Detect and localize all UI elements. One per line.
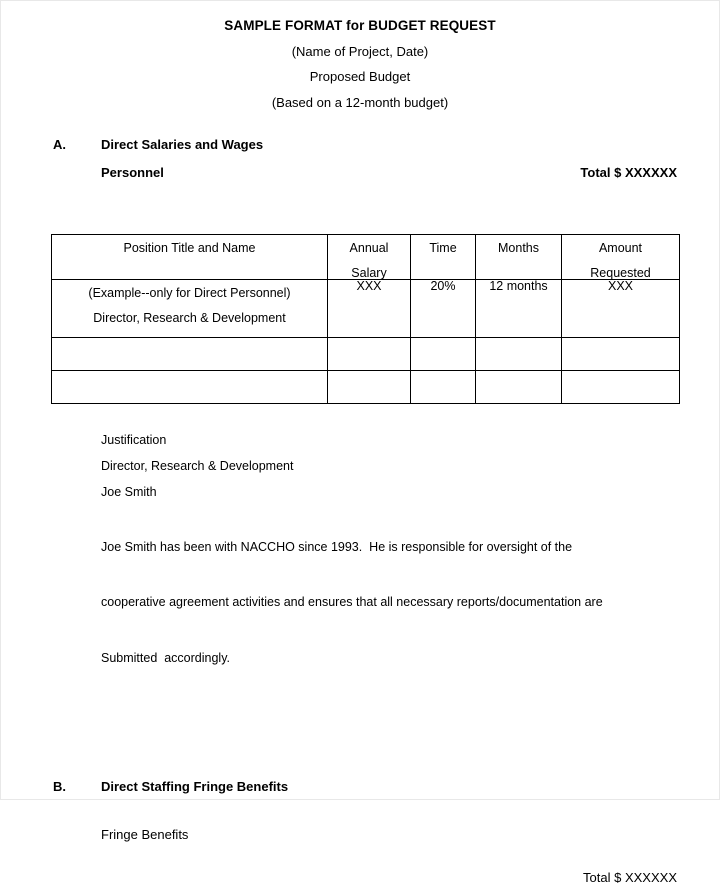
cell-months-value: 12 months — [489, 279, 548, 294]
section-a-heading — [1, 137, 719, 152]
header-amount-line1: Amount — [598, 241, 643, 256]
header-annual-line2: Salary — [351, 265, 387, 280]
cell-amount-requested[interactable] — [562, 280, 680, 338]
table-header-row — [52, 235, 680, 280]
page-title: SAMPLE FORMAT for BUDGET REQUEST — [224, 18, 496, 33]
header-position-line2 — [52, 255, 327, 267]
budget-table — [51, 234, 680, 404]
section-a — [1, 137, 719, 706]
cell-amount-requested-value: XXX — [607, 279, 633, 294]
table-header-cell-time — [411, 235, 476, 280]
section-b-total: Total $ XXXXXX — [583, 869, 677, 885]
section-a-letter: A. — [53, 137, 66, 153]
header-months-line1: Months — [498, 241, 539, 256]
table-row — [52, 338, 680, 371]
justification-block — [1, 433, 719, 706]
cell-time-value: 20% — [430, 279, 456, 294]
section-b — [1, 779, 719, 885]
cell-annual-salary-value: XXX — [356, 279, 382, 294]
header-amount-line2: Requested — [590, 265, 651, 280]
table-header-cell-position — [52, 235, 328, 280]
table-row — [52, 280, 680, 338]
cell-amount-requested-empty[interactable] — [562, 338, 680, 371]
header-position-line1: Position Title and Name — [123, 241, 256, 256]
budget-table-wrapper — [1, 234, 719, 404]
cell-position-empty[interactable] — [52, 338, 328, 371]
subtitle-budget-basis: (Based on a 12-month budget) — [271, 95, 449, 111]
cell-position-line2: Director, Research & Development — [93, 310, 286, 325]
justification-narrative-line-1: Joe Smith has been with NACCHO since 1993. He is responsible for oversight of the — [101, 540, 573, 555]
cell-position-example[interactable] — [52, 280, 328, 338]
header-time-line1: Time — [429, 241, 457, 256]
subtitle-project-date: (Name of Project, Date) — [291, 43, 429, 59]
justification-narrative-line-2: cooperative agreement activities and ensures that all necessary reports/documentation are — [101, 595, 603, 610]
title-block — [1, 1, 719, 111]
cell-annual-salary-empty[interactable] — [328, 338, 411, 371]
table-header-cell-amount-requested — [562, 235, 680, 280]
cell-position-line1: (Example--only for Direct Personnel) — [88, 286, 291, 301]
justification-narrative — [101, 511, 639, 706]
subtitle-proposed-budget: Proposed Budget — [309, 69, 411, 85]
section-b-heading — [1, 779, 719, 794]
cell-time[interactable] — [411, 280, 476, 338]
cell-months-empty[interactable] — [476, 338, 562, 371]
section-a-title: Direct Salaries and Wages — [101, 137, 264, 153]
justification-narrative-line-3: Submitted accordingly. — [101, 650, 230, 665]
section-a-subheading: Personnel — [101, 165, 164, 181]
cell-position-empty[interactable] — [52, 371, 328, 404]
cell-amount-requested-empty[interactable] — [562, 371, 680, 404]
justification-position: Director, Research & Development — [101, 459, 294, 474]
cell-months-empty[interactable] — [476, 371, 562, 404]
cell-time-empty[interactable] — [411, 371, 476, 404]
table-row — [52, 371, 680, 404]
section-a-subheading-row — [1, 165, 719, 180]
header-months-line2 — [476, 255, 561, 267]
cell-months[interactable] — [476, 280, 562, 338]
cell-time-empty[interactable] — [411, 338, 476, 371]
cell-annual-salary[interactable] — [328, 280, 411, 338]
header-annual-line1: Annual — [349, 241, 389, 256]
section-b-subheading: Fringe Benefits — [101, 826, 189, 842]
justification-name: Joe Smith — [101, 484, 157, 499]
table-header-cell-months — [476, 235, 562, 280]
justification-heading: Justification — [101, 433, 167, 448]
section-b-subheading-row — [1, 827, 719, 842]
cell-annual-salary-empty[interactable] — [328, 371, 411, 404]
table-header-cell-annual-salary — [328, 235, 411, 280]
header-time-line2 — [411, 255, 475, 267]
section-b-title: Direct Staffing Fringe Benefits — [101, 778, 289, 794]
section-a-total: Total $ XXXXXX — [580, 165, 677, 181]
section-b-letter: B. — [53, 778, 66, 794]
